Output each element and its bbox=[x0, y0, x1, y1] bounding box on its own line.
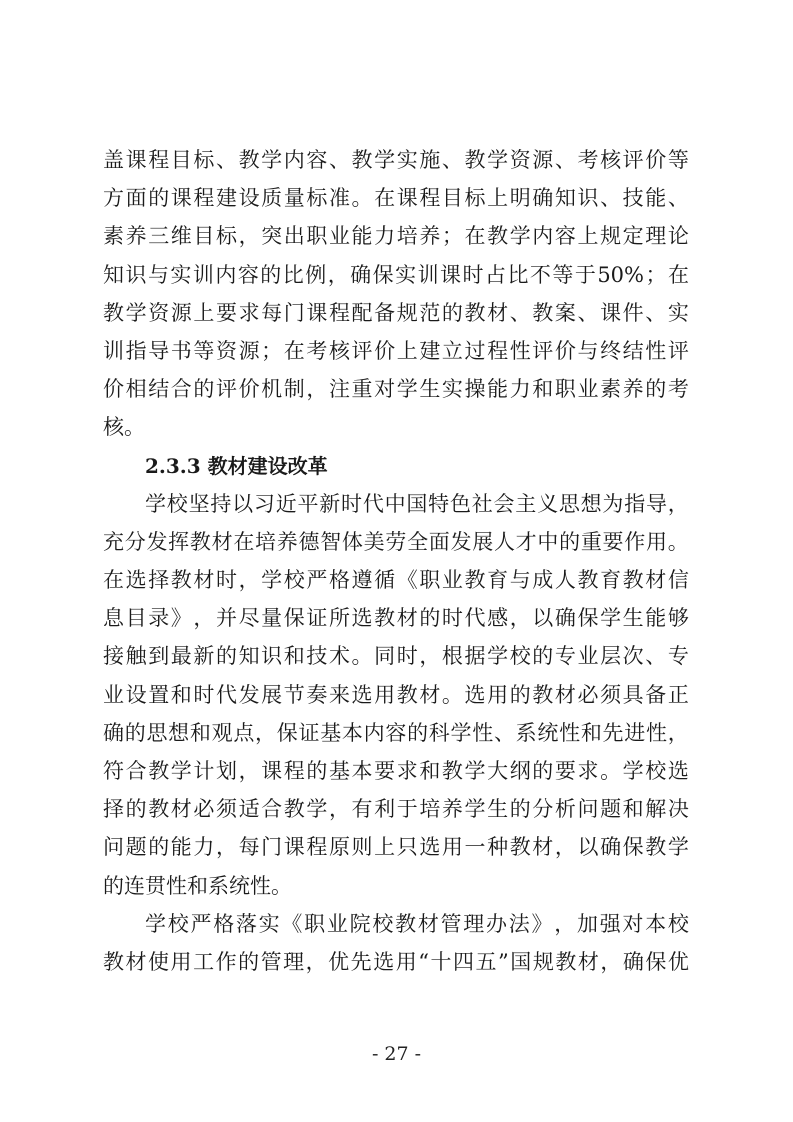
paragraph-line: 息 目 录 》 ， 并 尽 量 保 证 所 选 教 材 的 时 代 感 ， 以 确 保 学 生 能 够 bbox=[103, 606, 689, 631]
paragraph-line: 核。 bbox=[103, 415, 145, 440]
paragraph-line: 确 的 思 想 和 观 点 ， 保 证 基 本 内 容 的 科 学 性 、 系 统 性 和 先 进 性 ， bbox=[103, 720, 689, 745]
page-number: - 27 - bbox=[371, 1043, 422, 1065]
paragraph-line: 教 学 资 源 上 要 求 每 门 课 程 配 备 规 范 的 教 材 、 教 案 、 课 件 、 实 bbox=[103, 300, 689, 325]
paragraph-line: 的连贯性和系统性。 bbox=[103, 873, 292, 898]
paragraph-line: 知 识 与 实 训 内 容 的 比 例 ， 确 保 实 训 课 时 占 比 不 等 于 50% ； 在 bbox=[103, 262, 689, 287]
paragraph-line: 方 面 的 课 程 建 设 质 量 标 准 。 在 课 程 目 标 上 明 确 知 识 、 技 能 、 bbox=[103, 186, 689, 211]
paragraph-line: 择 的 教 材 必 须 适 合 教 学 ， 有 利 于 培 养 学 生 的 分 析 问 题 和 解 决 bbox=[103, 797, 689, 822]
paragraph-line: 学 校 严 格 落 实 《 职 业 院 校 教 材 管 理 办 法 》 ， 加 强 对 本 校 bbox=[145, 911, 689, 936]
paragraph-line: 问 题 的 能 力 ， 每 门 课 程 原 则 上 只 选 用 一 种 教 材 ， 以 确 保 教 学 bbox=[103, 835, 689, 860]
paragraph-line: 在 选 择 教 材 时 ， 学 校 严 格 遵 循 《 职 业 教 育 与 成 人 教 育 教 材 信 bbox=[103, 568, 689, 593]
paragraph-line: 盖 课 程 目 标 、 教 学 内 容 、 教 学 实 施 、 教 学 资 源 、 考 核 评 价 等 bbox=[103, 148, 689, 172]
paragraph-line: 价 相 结 合 的 评 价 机 制 ， 注 重 对 学 生 实 操 能 力 和 职 业 素 养 的 考 bbox=[103, 377, 689, 402]
paragraph-line: 接 触 到 最 新 的 知 识 和 技 术 。 同 时 ， 根 据 学 校 的 专 业 层 次 、 专 bbox=[103, 644, 689, 669]
paragraph-line: 业 设 置 和 时 代 发 展 节 奏 来 选 用 教 材 。 选 用 的 教 材 必 须 具 备 正 bbox=[103, 682, 689, 707]
paragraph-line: 充 分 发 挥 教 材 在 培 养 德 智 体 美 劳 全 面 发 展 人 才 中 的 重 要 作 用 。 bbox=[103, 529, 689, 554]
text-block bbox=[103, 141, 693, 981]
section-heading: 2.3.3 教材建设改革 bbox=[145, 453, 328, 478]
paragraph-line: 训 指 导 书 等 资 源 ； 在 考 核 评 价 上 建 立 过 程 性 评 价 与 终 结 性 评 bbox=[103, 338, 689, 363]
paragraph-line: 素 养 三 维 目 标 ， 突 出 职 业 能 力 培 养 ； 在 教 学 内 容 上 规 定 理 论 bbox=[103, 224, 689, 249]
paragraph-line: 教 材 使 用 工 作 的 管 理 ， 优 先 选 用 “ 十 四 五 ” 国 规 教 材 ， 确 保 优 bbox=[103, 949, 689, 974]
paragraph-line: 学 校 坚 持 以 习 近 平 新 时 代 中 国 特 色 社 会 主 义 思 想 为 指 导 ， bbox=[145, 491, 689, 516]
paragraph-line: 符 合 教 学 计 划 ， 课 程 的 基 本 要 求 和 教 学 大 纲 的 要 求 。 学 校 选 bbox=[103, 759, 689, 783]
